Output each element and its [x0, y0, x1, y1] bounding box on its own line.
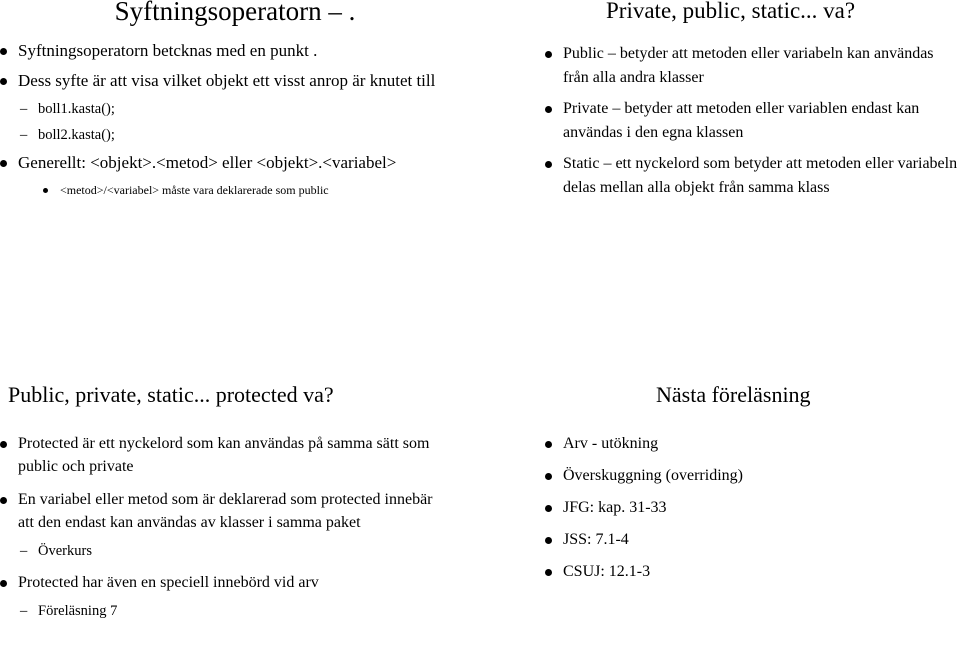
bullet-item: Public – betyder att metoden eller variabeln kan användas från alla andra klasser [545, 42, 960, 90]
slide-syftningsoperatorn [0, 0, 440, 300]
bullet-item: Överskuggning (overriding) [545, 464, 960, 487]
bullet-item: Generellt: <objekt>.<metod> eller <objekt>.<variabel> [0, 152, 440, 174]
sub-bullet-item: – boll2.kasta(); [0, 126, 440, 144]
bullet-item: JSS: 7.1-4 [545, 528, 960, 551]
bullet-item: Arv - utökning [545, 432, 960, 455]
bullet-item: Private – betyder att metoden eller variablen endast kan användas i den egna klassen [545, 97, 960, 145]
bullet-item: JFG: kap. 31-33 [545, 496, 960, 519]
bullet-item: Syftningsoperatorn betcknas med en punkt . [0, 40, 440, 62]
slide-title: Nästa föreläsning [656, 382, 811, 407]
bullet-item: En variabel eller metod som är deklarerad som protected innebär att den endast kan användas av klasser i samma paket [0, 488, 440, 534]
slide-title: Private, public, static... va? [606, 0, 856, 23]
sub-bullet-item: – Överkurs [0, 542, 440, 561]
slide-protected [0, 380, 440, 647]
bullet-list [545, 432, 960, 583]
bullet-list [545, 42, 960, 200]
bullet-list [0, 432, 440, 621]
slide-title: Syftningsoperatorn – . [114, 0, 356, 26]
small-bullet-item: <metod>/<variabel> måste vara deklarerade som public [0, 182, 440, 198]
slide-title: Public, private, static... protected va? [8, 382, 334, 407]
sub-bullet-item: – Föreläsning 7 [0, 602, 440, 621]
bullet-list [0, 40, 440, 198]
bullet-item: CSUJ: 12.1-3 [545, 560, 960, 583]
bullet-item: Static – ett nyckelord som betyder att metoden eller variabeln delas mellan alla objekt från samma klass [545, 152, 960, 200]
sub-bullet-item: – boll1.kasta(); [0, 100, 440, 118]
bullet-item: Protected har även en speciell innebörd vid arv [0, 571, 440, 594]
bullet-item: Protected är ett nyckelord som kan användas på samma sätt som public och private [0, 432, 440, 478]
bullet-item: Dess syfte är att visa vilket objekt ett visst anrop är knutet till [0, 70, 440, 92]
slide-private-public-static [545, 0, 960, 300]
slide-nasta-forelasning [545, 380, 960, 647]
